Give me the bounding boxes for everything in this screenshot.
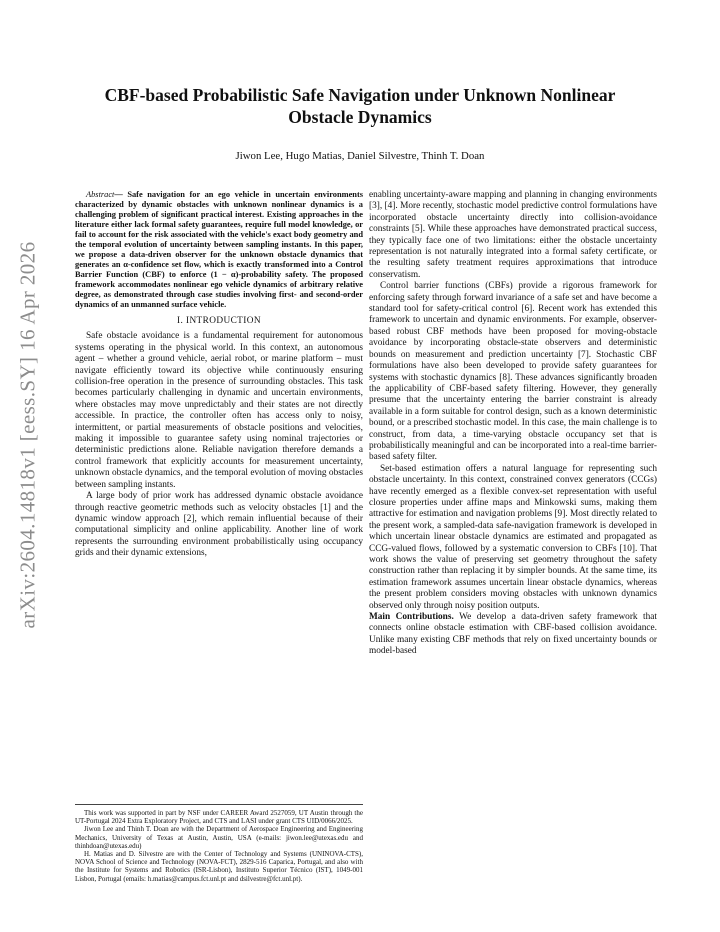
intro-paragraph-2: A large body of prior work has addressed dynamic obstacle avoidance through reactive geometric methods such as velocity obstacles [1] and the dynamic window approach [2], which remain influential because of their computational simplicity and online applicability. Another line of work represents the surrounding environment probabilistically using occupancy grids and their dynamic extensions, <box>75 491 363 559</box>
footnote-funding: This work was supported in part by NSF under CAREER Award 2527059, UT Austin through the UT-Portugal 2024 Extra Exploratory Project, and CTS and LASI under grant CTS UID/0066/2025. <box>75 809 363 826</box>
footnotes <box>75 804 363 883</box>
intro-paragraph-1: Safe obstacle avoidance is a fundamental requirement for autonomous systems operating in the physical world. In this context, an autonomous agent – whether a ground vehicle, aerial robot, or marine platform – must navigate efficiently toward its objective while continuously ensuring collision-free operation in the presence of surrounding obstacles. This task becomes particularly challenging in dynamic and uncertain environments, where obstacles may move unpredictably and their states are not directly accessible. In practice, the controller often has access only to noisy, intermittent, or partial measurements of obstacle positions and velocities, making it impossible to guarantee safety using nominal trajectories or deterministic predictions alone. Reliable navigation therefore demands a control framework that explicitly accounts for measurement uncertainty, unknown obstacle dynamics, and the temporal evolution of moving obstacles between sampling instants. <box>75 331 363 490</box>
footnote-affiliation-nova: H. Matias and D. Silvestre are with the Center of Technology and Systems (UNINOVA-CTS), NOVA School of Science and Technology (NOVA-FCT), 2829-516 Caparica, Portugal, and also with the Institute for Systems and Robotics (ISR-Lisbon), Instituto Superior Técnico (IST), 1049-001 Lisbon, Portugal (emails: h.matias@campus.fct.unl.pt and dsilvestre@fct.unl.pt). <box>75 850 363 883</box>
right-paragraph-3: Set-based estimation offers a natural language for representing such obstacle uncertainty. In this context, constrained convex generators (CCGs) have recently emerged as a flexible convex-set representation with useful closure properties under affine maps and Minkowski sums, making them attractive for estimation and navigation problems [9]. Most directly related to the present work, a sampled-data safe-navigation framework is developed in which uncertain linear obstacle dynamics are estimated and propagated as CCG-valued flows, followed by a systematic conversion to CBFs [10]. That work shows the value of preserving set geometry throughout the safety construction rather than replacing it by simpler bounds. At the same time, its estimation framework assumes uncertain linear obstacle dynamics, whereas the present problem considers moving obstacles with unknown dynamics observed only through noisy position outputs. <box>369 463 657 611</box>
arxiv-sidebar <box>6 215 50 655</box>
abstract-label: Abstract <box>86 190 115 199</box>
main-contributions-label: Main Contributions. <box>369 612 454 623</box>
main-contributions-text: We develop a data-driven safety framework that connects online obstacle estimation with CBF-based collision avoidance. Unlike many existing CBF methods that rely on fixed uncertainty bounds or model-based <box>369 612 657 657</box>
right-paragraph-1: enabling uncertainty-aware mapping and planning in changing environments [3], [4]. More recently, stochastic model predictive control formulations have incorporated obstacle uncertainty directly into collision-avoidance constraints [5]. While these approaches have demonstrated practical success, they typically face one of two limitations: either the obstacle uncertainty representation is not naturally integrated into a formal safety certificate, or the resulting safety treatment requires approximations that introduce conservatism. <box>369 190 657 280</box>
right-paragraph-2: Control barrier functions (CBFs) provide a rigorous framework for enforcing safety through forward invariance of a safe set and have become a standard tool for safety-critical control [6]. Recent work has extended this framework to uncertain and dynamic environments. For example, observer-based robust CBF methods have been proposed for moving-obstacle avoidance by incorporating obstacle-state observers and deterministic bounds on measurement and prediction uncertainty [7]. Stochastic CBF formulations have also been developed to provide safety guarantees for systems with stochastic dynamics [8]. These advances significantly broaden the applicability of CBF-based safety filtering. However, they generally presume that the uncertainty entering the barrier constraint is already available in a form suitable for control design, such as a known deterministic bound, or a prescribed stochastic model. In this case, the main challenge is to construct, from data, a time-varying obstacle occupancy set that is probabilistically meaningful and can be incorporated into a real-time barrier-based safety filter. <box>369 281 657 463</box>
left-column <box>75 190 363 560</box>
abstract-separator: — <box>114 190 123 199</box>
main-contributions-paragraph <box>369 612 657 658</box>
paper-authors: Jiwon Lee, Hugo Matias, Daniel Silvestre, Thinh T. Doan <box>235 150 485 162</box>
abstract <box>75 190 363 310</box>
section-heading-introduction: I. INTRODUCTION <box>177 316 261 326</box>
paper-title: CBF-based Probabilistic Safe Navigation under Unknown Nonlinear Obstacle Dynamics <box>104 85 616 127</box>
abstract-text: Safe navigation for an ego vehicle in uncertain environments characterized by dynamic obstacles with unknown nonlinear dynamics is a challenging problem of significant practical interest. Existing approaches in the literature either lack formal safety guarantees, require full model knowledge, or fail to account for the risk associated with the vehicle's exact body geometry and the temporal evolution of uncertainty between sampling instants. In this paper, we propose a data-driven observer for the unknown obstacle dynamics that generates an α-confidence set flow, which is exactly transformed into a Control Barrier Function (CBF) to enforce (1 − α)-probability safety. The proposed framework accommodates nonlinear ego vehicle dynamics of arbitrary relative degree, as demonstrated through case studies involving first- and second-order dynamics of an unmanned surface vehicle. <box>75 190 364 309</box>
right-column <box>369 190 657 658</box>
footnote-affiliation-ut: Jiwon Lee and Thinh T. Doan are with the Department of Aerospace Engineering and Engineering Mechanics, University of Texas at Austin, Austin, USA (e-mails: jiwon.lee@utexas.edu and thinhdoan@utexas.edu) <box>75 825 363 850</box>
arxiv-identifier: arXiv:2604.14818v1 [eess.SY] 16 Apr 2026 <box>15 241 40 629</box>
